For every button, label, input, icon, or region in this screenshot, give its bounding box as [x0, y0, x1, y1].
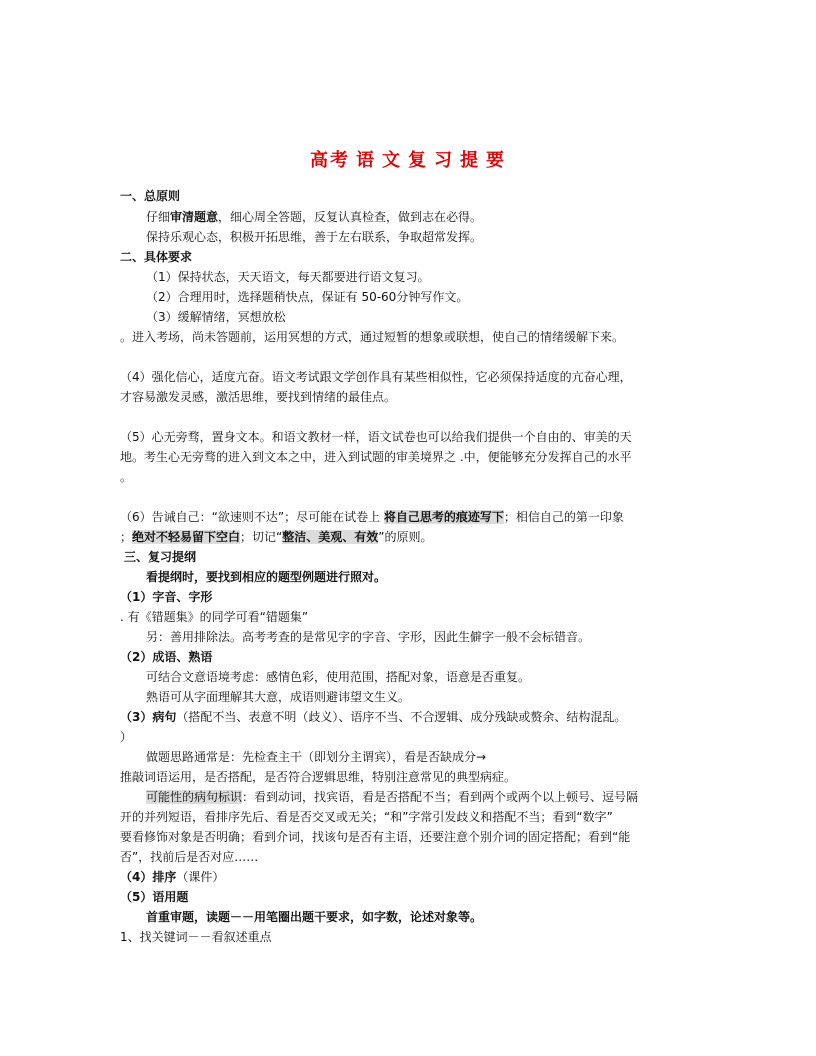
section-heading-general: 一、总原则: [120, 189, 181, 203]
text-run: ；切记“: [240, 530, 283, 544]
paragraph-line: 首重审题，读题－－用笔圈出题干要求，如字数，论述对象等。: [146, 910, 483, 924]
list-item: （5）心无旁骛，置身文本。和语文教材一样，语文试卷也可以给我们提供一个自由的、审美的天: [120, 430, 632, 444]
paragraph-line: 看提纲时，要找到相应的题型例题进行照对。: [146, 570, 387, 584]
paragraph-line: ）: [120, 730, 133, 744]
highlighted-text: 可能性的病句标识: [146, 790, 243, 804]
paragraph-line: 另：善用排除法。高考考查的是常见字的字音、字形，因此生僻字一般不会标错音。: [146, 630, 591, 644]
paragraph-line: 做题思路通常是：先检查主干（即划分主谓宾），看是否缺成分→: [146, 750, 487, 764]
paragraph-line: 。进入考场，尚未答题前，运用冥想的方式，通过短暂的想象或联想，使自己的情绪缓解下来。: [120, 330, 625, 344]
text-run: （搭配不当、表意不明（歧义）、语序不当、不合逻辑、成分残缺或赘余、结构混乱。: [176, 710, 627, 724]
paragraph-line: [120, 529, 432, 545]
paragraph-line: 。: [120, 470, 133, 484]
section-heading-requirements: 二、具体要求: [120, 250, 193, 264]
text-run: ，细心周全答题，反复认真检查，做到志在必得。: [218, 210, 483, 224]
title-char: 要: [486, 150, 506, 171]
bold-text: （3）病句: [120, 710, 177, 724]
highlighted-text: 整洁、美观、有效: [282, 530, 379, 544]
text-run: ：看到动词，找宾语，看是否搭配不当；看到两个或两个以上顿号、逗号隔: [242, 790, 639, 804]
paragraph-line: 推敲词语运用，是否搭配，是否符合逻辑思维，特别注意常见的典型病症。: [120, 770, 517, 784]
paragraph-line: 开的并列短语，看排序先后、看是否交叉或无关；“和”字常引发歧义和搭配不当；看到“数字”: [120, 810, 613, 824]
highlighted-text: 绝对不轻易留下空白: [132, 530, 241, 544]
section-heading-outline: 三、复习提纲: [124, 550, 197, 564]
title-char: 习: [434, 150, 454, 171]
paragraph-line: 要看修饰对象是否明确；看到介词，找该句是否有主语，还要注意个别介词的固定搭配；看到“能: [120, 830, 631, 844]
text-run: ；相信自己的第一印象: [503, 510, 624, 524]
highlighted-text: 将自己思考的痕迹写下: [383, 510, 504, 524]
title-char: 高考: [310, 150, 350, 171]
list-item: 1、找关键词－－看叙述重点: [120, 930, 272, 944]
paragraph-line: . 有《错题集》的同学可看“错题集”: [120, 610, 309, 624]
paragraph-line: 熟语可从字面理解其大意，成语则避讳望文生义。: [146, 690, 411, 704]
subsection-heading: （5）语用题: [120, 890, 189, 904]
text-run: （6）告诫自己：“欲速则不达”；尽可能在试卷上: [120, 510, 384, 524]
subsection-heading: （2）成语、熟语: [120, 650, 213, 664]
title-char: 提: [460, 150, 480, 171]
paragraph-line: [146, 209, 482, 225]
list-item: （4）强化信心，适度亢奋。语文考试跟文学创作具有某些相似性，它必须保持适度的亢奋心理，: [120, 370, 632, 384]
list-item: （3）缓解情绪，冥想放松: [146, 310, 286, 324]
paragraph-line: 地。考生心无旁骛的进入到文本之中，进入到试题的审美境界之 .中，便能够充分发挥自己的水平: [120, 450, 632, 464]
paragraph-line: [146, 789, 638, 805]
paragraph-line: 可结合文意语境考虑：感情色彩，使用范围，搭配对象，语意是否重复。: [146, 670, 531, 684]
list-item: （1）保持状态，天天语文，每天都要进行语文复习。: [146, 270, 430, 284]
text-run: ”的原则。: [378, 530, 433, 544]
title-char: 复: [408, 150, 428, 171]
list-item: （2）合理用时，选择题稍快点，保证有 50-60分钟写作文。: [146, 290, 469, 304]
title-char: 文: [382, 150, 402, 171]
list-item: [120, 509, 624, 525]
paragraph-line: 保持乐观心态，积极开拓思维，善于左右联系，争取超常发挥。: [146, 230, 483, 244]
subsection-heading: [120, 869, 224, 885]
subsection-heading: [120, 709, 626, 725]
text-run: （课件）: [176, 870, 225, 884]
paragraph-line: 才容易激发灵感，激活思维，要找到情绪的最佳点。: [120, 390, 397, 404]
bold-text: 审清题意: [170, 210, 219, 224]
subsection-heading: （1）字音、字形: [120, 590, 213, 604]
text-run: 仔细: [146, 210, 171, 224]
text-run: ；: [120, 530, 133, 544]
page-title: [0, 146, 816, 172]
bold-text: （4）排序: [120, 870, 177, 884]
title-char: 语: [356, 150, 376, 171]
paragraph-line: 否”，找前后是否对应……: [120, 850, 259, 864]
